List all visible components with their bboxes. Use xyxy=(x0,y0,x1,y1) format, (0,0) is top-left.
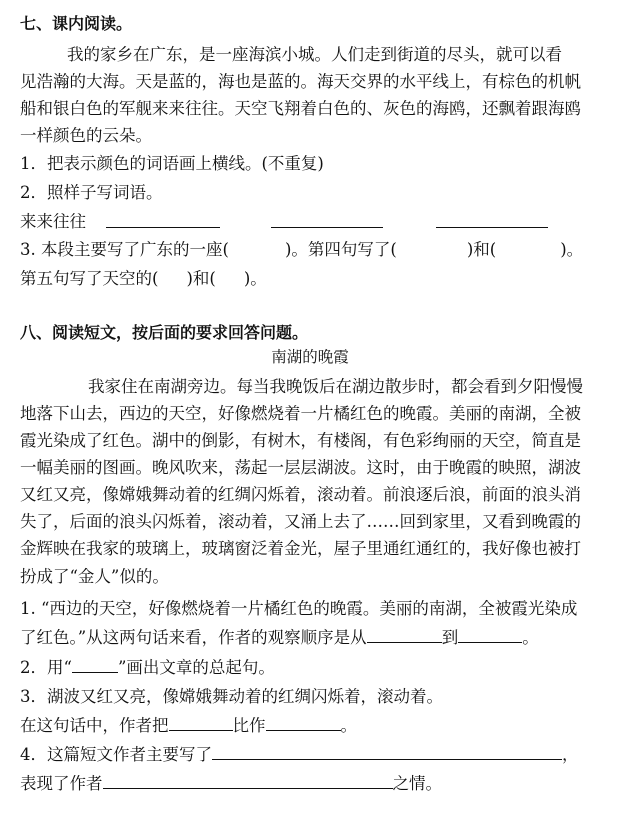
s8-question-3: 3．湖波又红又亮，像嫦娥舞动着的红绸闪烁着，滚动着。 xyxy=(20,687,443,706)
s8-paragraph-line: 又红又亮，像嫦娥舞动着的红绸闪烁着，滚动着。前浪逐后浪，前面的浪头消 xyxy=(20,485,581,504)
s8-question-4 xyxy=(20,744,579,766)
answer-blank[interactable] xyxy=(367,628,442,643)
s7-question-2-example: 来来往往 xyxy=(20,212,86,231)
q1-text: 了红色。”从这两句话来看，作者的观察顺序是从 xyxy=(20,628,367,647)
section-8-heading: 八、阅读短文，按后面的要求回答问题。 xyxy=(20,323,309,342)
s7-paragraph-line: 船和银白色的军舰来来往往。天空飞翔着白色的、灰色的海鸥，还飘着跟海鸥 xyxy=(20,99,581,118)
q4-text: ， xyxy=(562,745,579,764)
s7-question-3-cont xyxy=(20,268,267,290)
q3-text: )和( xyxy=(186,269,216,288)
q1-text: 。 xyxy=(522,628,539,647)
q3-text: 比作 xyxy=(232,716,266,735)
s7-paragraph-line: 一样颜色的云朵。 xyxy=(20,126,152,145)
q4-text: 之情。 xyxy=(392,774,442,793)
q2-text: 2．用“ xyxy=(20,658,72,677)
s8-paragraph-line: 地落下山去，西边的天空，好像燃烧着一片橘红色的晚霞。美丽的南湖，全被 xyxy=(20,404,581,423)
s8-paragraph-line: 金辉映在我家的玻璃上，玻璃窗泛着金光，屋子里通红通红的，我好像也被打 xyxy=(20,539,581,558)
answer-blank[interactable] xyxy=(266,716,341,731)
s7-question-1: 1．把表示颜色的词语画上横线。(不重复) xyxy=(20,154,324,173)
s8-paragraph-line: 扮成了“金人”似的。 xyxy=(20,567,169,586)
q4-text: 表现了作者 xyxy=(20,774,103,793)
q3-text: )和( xyxy=(466,240,497,259)
answer-line[interactable] xyxy=(436,227,548,228)
answer-blank[interactable] xyxy=(103,774,393,789)
s8-paragraph-line: 我家住在南湖旁边。每当我晚饭后在湖边散步时，都会看到夕阳慢慢 xyxy=(88,377,583,396)
s7-question-2: 2．照样子写词语。 xyxy=(20,183,163,202)
section-7-heading: 七、课内阅读。 xyxy=(20,14,133,33)
q3-text: )。第四句写了( xyxy=(284,240,397,259)
q4-text: 4．这篇短文作者主要写了 xyxy=(20,745,212,764)
q2-text: ”画出文章的总起句。 xyxy=(117,658,275,677)
q3-text: )。 xyxy=(560,240,584,259)
q3-text: 。 xyxy=(340,716,357,735)
underline-sample xyxy=(72,658,118,673)
answer-blank[interactable] xyxy=(212,745,562,760)
q3-text: 3. 本段主要写了广东的一座( xyxy=(20,240,229,259)
answer-line[interactable] xyxy=(271,227,383,228)
q3-text: )。 xyxy=(243,269,267,288)
answer-blank[interactable] xyxy=(458,628,522,643)
q3-text: 第五句写了天空的( xyxy=(20,269,159,288)
answer-line[interactable] xyxy=(106,227,220,228)
answer-blank[interactable] xyxy=(169,716,233,731)
passage-title: 南湖的晚霞 xyxy=(271,348,349,366)
s8-question-3-cont xyxy=(20,715,357,737)
s8-paragraph-line: 一幅美丽的图画。晚风吹来，荡起一层层湖波。这时，由于晚霞的映照，湖波 xyxy=(20,458,581,477)
s7-question-3 xyxy=(20,239,583,261)
q1-text: 到 xyxy=(441,628,459,647)
s8-paragraph-line: 失了，后面的浪头闪烁着，滚动着，又涌上去了……回到家里，又看到晚霞的 xyxy=(20,512,581,531)
s8-question-1: 1. “西边的天空，好像燃烧着一片橘红色的晚霞。美丽的南湖，全被霞光染成 xyxy=(20,599,578,618)
s8-question-2 xyxy=(20,657,275,679)
s7-paragraph-line: 我的家乡在广东，是一座海滨小城。人们走到街道的尽头，就可以看 xyxy=(67,45,562,64)
s8-question-1-cont xyxy=(20,627,539,649)
s8-paragraph-line: 霞光染成了红色。湖中的倒影，有树木，有楼阁，有色彩绚丽的天空，简直是 xyxy=(20,431,581,450)
s7-paragraph-line: 见浩瀚的大海。天是蓝的，海也是蓝的。海天交界的水平线上，有棕色的机帆 xyxy=(20,72,581,91)
s8-question-4-cont xyxy=(20,773,442,795)
q3-text: 在这句话中，作者把 xyxy=(20,716,169,735)
